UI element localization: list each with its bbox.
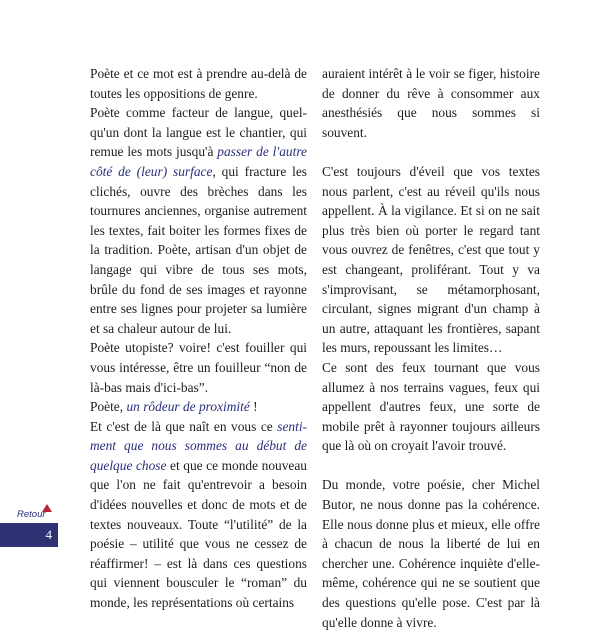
paragraph: Poète utopiste? voire! c'est fouiller qui vous intéresse, être un fouilleur “non de là-bas mais d'ici-bas”. [90,340,307,395]
emphasis-text: un rôdeur de proximité [126,399,250,415]
retour-link[interactable]: Retour [17,509,46,520]
paragraph [90,103,307,338]
paragraph: Du monde, votre poésie, cher Michel Butor, ne nous donne pas la cohérence. Elle nous donne plus et mieux, elle offre à chacun de nous la liberté de lui en chercher une. Cohérence inquiète d'elle-même, cohérence qui ne se soutient que des questions qu'elle pose. C'est par là qu'elle donne à vivre. [322,477,540,630]
paragraph-text: ! [249,399,258,415]
paragraph [90,417,307,613]
paragraph-text: Poète comme facteur de langue, quel-qu'un dont la langue est le chantier, qui remue les mots jusqu'à [90,105,307,160]
paragraph: auraient intérêt à le voir se figer, histoire de donner du rêve à consommer aux anesthésiés que nous sommes si souvent. [322,66,540,140]
paragraph-text: , qui fracture les clichés, ouvre des brèches dans les tournures anciennes, organise autrement les textes, fait boiter les formes fixes de la tradition. Poète, artisan d'un objet de langage qui vibre de tous ses mots, brûle du fond de ses images et rayonne entre ses lignes pour projeter sa lumière et sa chaleur autour de lui. [90,163,307,336]
paragraph [90,397,307,417]
paragraph-text: et que ce monde nouveau que l'on ne fait qu'entrevoir a besoin d'idées nouvelles et donc de mots et de textes nouveaux. Toute “l'utilité” de la poésie – utilité que vous ne cessez de réaffirmer! – est là dans ces questions qui viennent bousculer le “roman” du monde, les représentations où certains [90,457,307,611]
page-number-tab [0,523,58,547]
right-text-column [322,64,540,632]
paragraph: Poète et ce mot est à prendre au-delà de toutes les oppositions de genre. [90,66,307,101]
paragraph-text: Poète, [90,399,127,415]
up-arrow-icon[interactable] [42,504,52,512]
paragraph: Ce sont des feux tournant que vous allumez à nos terrains vagues, feux qui appellent d'autres feux, une sorte de mobile prêt à rayonner toujours ailleurs que là où on croyait l'avoir trouvé. [322,359,540,454]
paragraph: C'est toujours d'éveil que vos textes nous parlent, c'est au réveil qu'ils nous appellent. À la vigilance. Et si on ne sait plus très bien où porter le regard tant vous ouvrez de fenêtres, c'est que tout y est changeant, proliférant. Tout y va s'improvisant, se métamorphosant, circulant, signes migrant d'un champ à un autre, attaquant les frontières, sapant les murs, repoussant les limites… [322,163,540,356]
emphasis-text: senti-ment que nous sommes au début de quelque chose [90,418,307,473]
emphasis-text: passer de l'autre côté de (leur) surface [90,144,308,179]
paragraph-text: Et c'est de là que naît en vous ce [90,418,278,434]
page-number: 4 [45,527,52,542]
left-text-column [90,64,307,613]
